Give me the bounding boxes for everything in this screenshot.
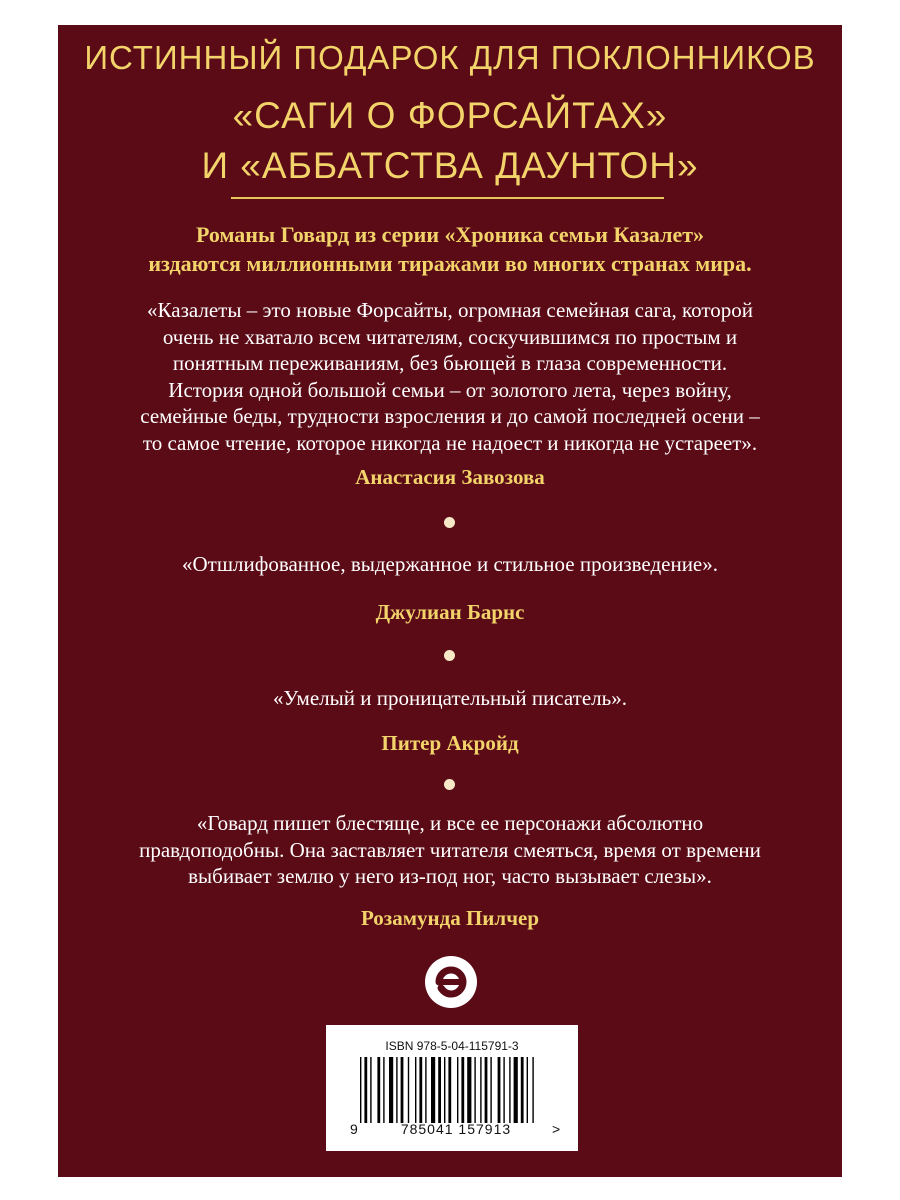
headline-divider xyxy=(231,197,664,199)
barcode-bar xyxy=(419,1057,422,1123)
barcode xyxy=(326,1025,578,1151)
eksmo-logo-icon xyxy=(423,954,479,1010)
quote-line: семейные беды, трудности взросления и до самой последней осени – xyxy=(140,404,760,428)
barcode-bar xyxy=(498,1057,501,1123)
quote-line: «Казалеты – это новые Форсайты, огромная семейная сага, которой xyxy=(147,298,753,322)
dot-separator-icon xyxy=(444,517,455,528)
barcode-bar xyxy=(425,1057,426,1123)
barcode-bar xyxy=(521,1057,524,1123)
review-quote-1 xyxy=(78,297,822,456)
barcode-bar xyxy=(509,1057,510,1123)
headline-line-1: ИСТИННЫЙ ПОДАРОК ДЛЯ ПОКЛОННИКОВ xyxy=(84,39,816,76)
lead-line-1: Романы Говард из серии «Хроника семьи Казалет» xyxy=(195,222,705,247)
quote-line: правдоподобны. Она заставляет читателя смеяться, время от времени xyxy=(139,837,761,862)
quote-line: «Отшлифованное, выдержанное и стильное произведение». xyxy=(181,552,719,576)
barcode-bar xyxy=(401,1057,404,1123)
barcode-bar xyxy=(360,1057,361,1123)
quote-line: История одной большой семьи – от золотого лета, через войну, xyxy=(168,377,732,402)
book-back-cover xyxy=(58,25,842,1177)
quote-line: очень не хватало всем читателям, соскучившимся по простым и xyxy=(162,324,738,349)
barcode-bar xyxy=(444,1057,445,1123)
lead-line-2: издаются миллионными тиражами во многих странах мира. xyxy=(148,251,752,276)
barcode-bar xyxy=(527,1057,528,1123)
barcode-bar xyxy=(490,1057,491,1123)
dot-separator-icon xyxy=(444,779,455,790)
barcode-bar xyxy=(514,1057,518,1123)
barcode-bar xyxy=(364,1057,367,1123)
barcode-bar xyxy=(503,1057,504,1123)
barcode-bar xyxy=(408,1057,409,1123)
review-author-3: Питер Акройд xyxy=(381,731,519,755)
headline-line-3: И «АББАТСТВА ДАУНТОН» xyxy=(201,145,699,186)
barcode-bar xyxy=(532,1057,533,1123)
review-quote-2 xyxy=(78,551,822,578)
review-quote-3 xyxy=(78,685,822,712)
review-quote-4 xyxy=(78,810,822,890)
review-author-1: Анастасия Завозова xyxy=(355,465,545,489)
headline-line-2: «САГИ О ФОРСАЙТАХ» xyxy=(232,95,668,136)
barcode-digits: 785041 157913 xyxy=(400,1121,512,1137)
barcode-bar xyxy=(461,1057,464,1123)
barcode-bar xyxy=(438,1057,441,1123)
barcode-bar xyxy=(431,1057,435,1123)
isbn-label: ISBN 978-5-04-115791-3 xyxy=(385,1039,519,1053)
barcode-bar xyxy=(383,1057,384,1123)
quote-line: «Умелый и проницательный писатель». xyxy=(273,686,627,710)
barcode-bar xyxy=(415,1057,416,1123)
review-author-4: Розамунда Пилчер xyxy=(360,906,540,930)
review-author-2: Джулиан Барнс xyxy=(375,600,525,624)
quote-line: выбивает землю у него из-под ног, часто вызывает слезы». xyxy=(188,864,712,888)
barcode-bar xyxy=(474,1057,475,1123)
quote-line: «Говард пишет блестяще, и все ее персонажи абсолютно xyxy=(196,811,704,835)
dot-separator-icon xyxy=(444,650,455,661)
barcode-bar xyxy=(396,1057,397,1123)
barcode-bar xyxy=(480,1057,481,1123)
barcode-bar xyxy=(389,1057,393,1123)
barcode-bar xyxy=(457,1057,458,1123)
barcode-arrow: > xyxy=(552,1121,561,1137)
barcode-bar xyxy=(467,1057,471,1123)
barcode-bar xyxy=(377,1057,380,1123)
quote-line: то самое чтение, которое никогда не надоест и никогда не устареет». xyxy=(142,430,758,455)
barcode-first-digit: 9 xyxy=(350,1121,358,1137)
quote-line: понятным переживаниям, без бьющей в глаза современности. xyxy=(172,351,728,375)
barcode-bar xyxy=(448,1057,451,1123)
barcode-bar xyxy=(370,1057,371,1123)
barcode-bar xyxy=(485,1057,488,1123)
barcode-bars xyxy=(360,1057,550,1123)
